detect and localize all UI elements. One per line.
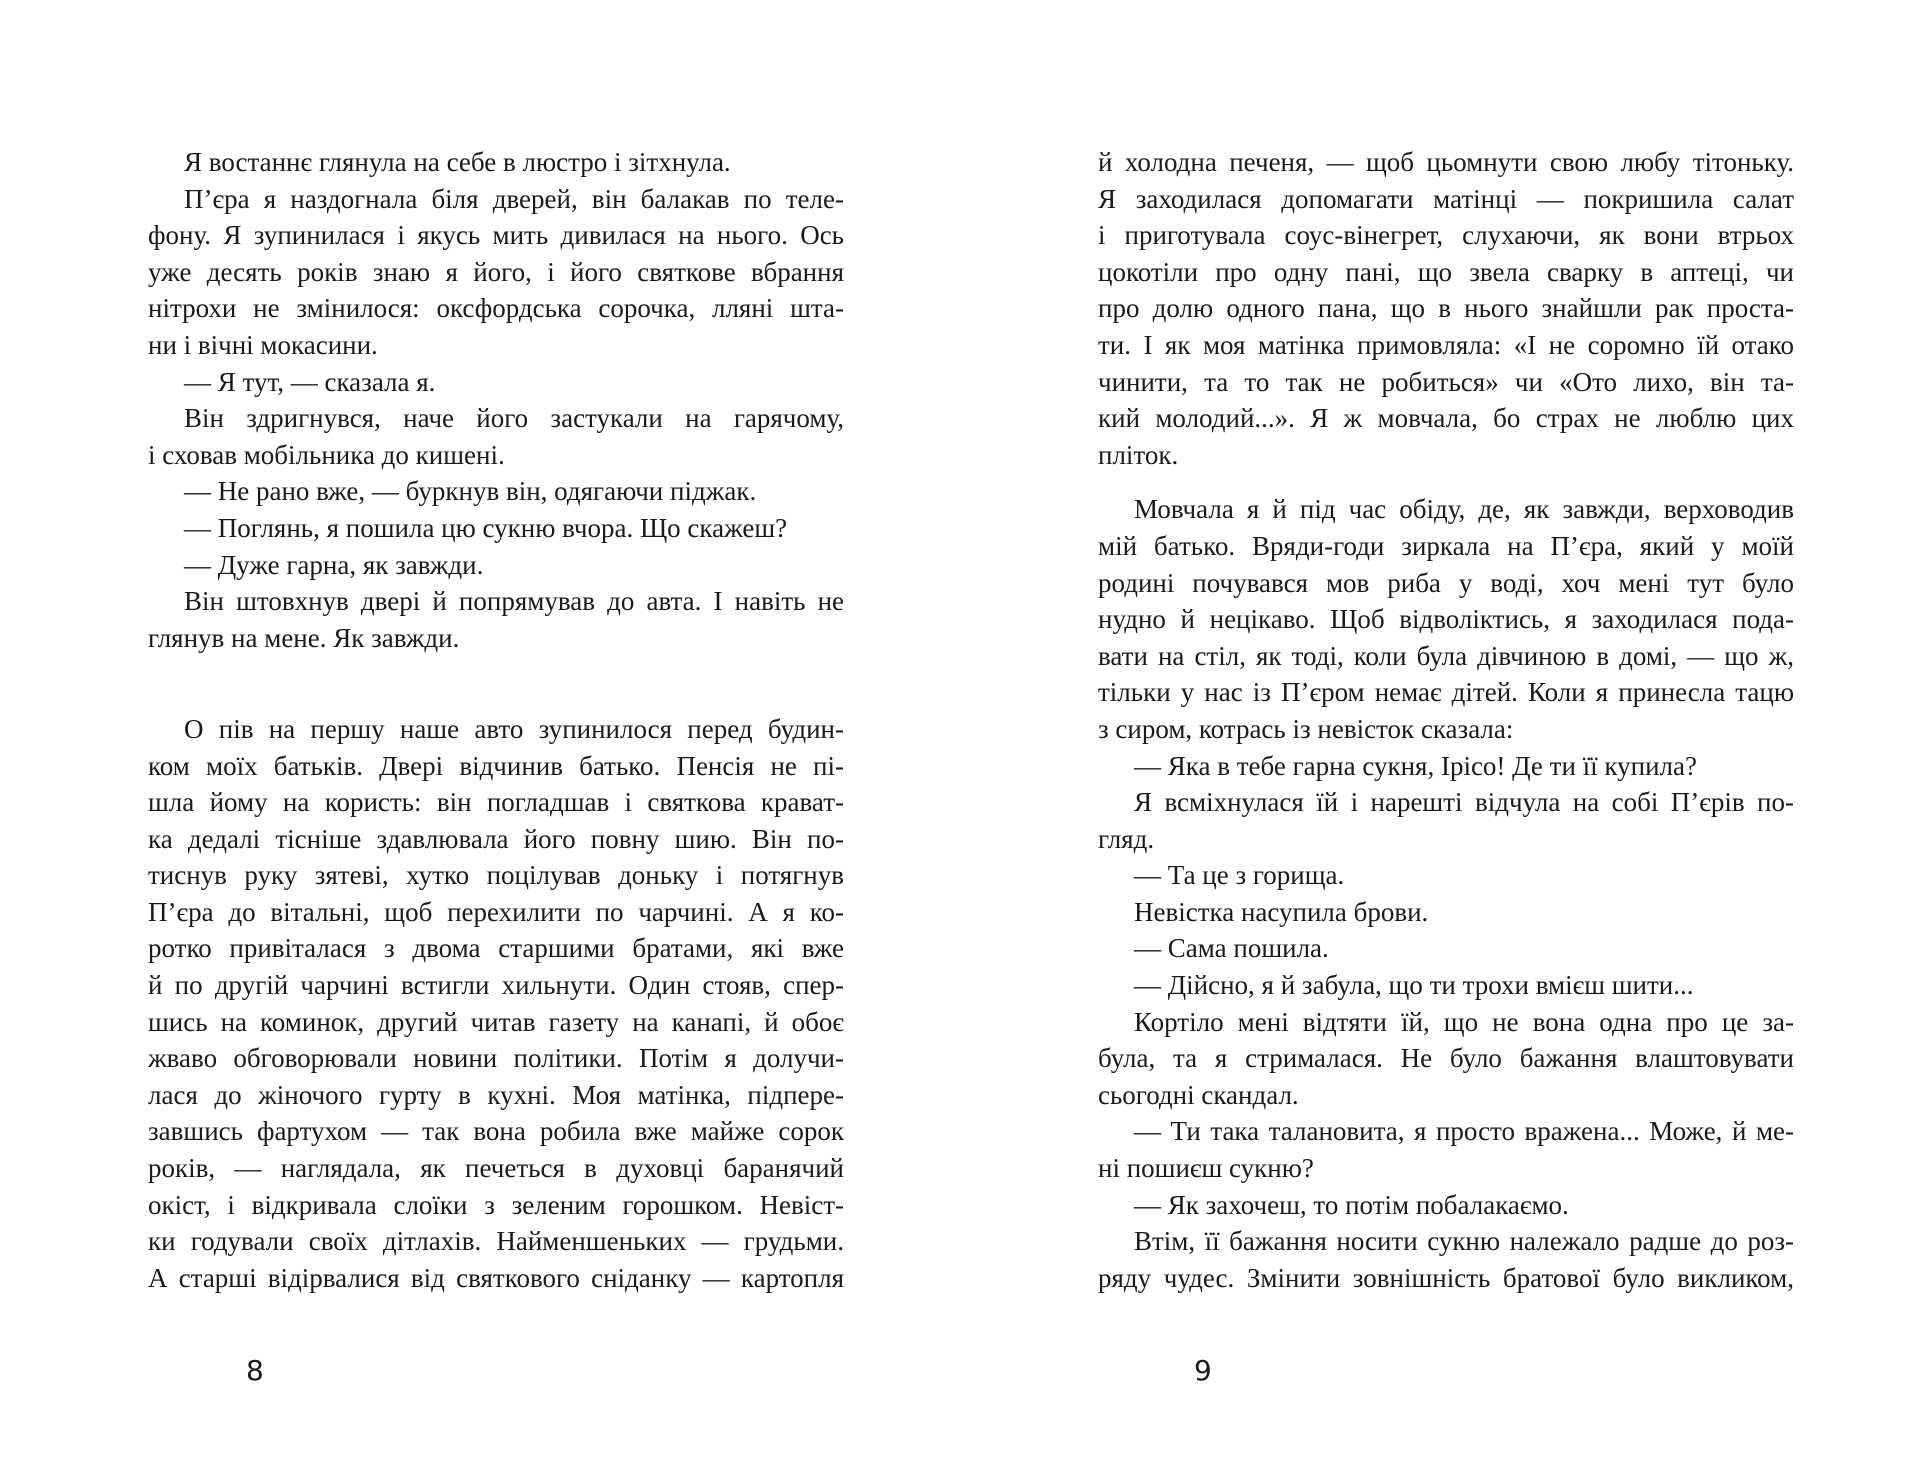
left-line-30: А старші відірвалися від святкового сніданку — картопля — [148, 1262, 844, 1293]
left-line-28: окіст, і відкривала слоїки з зеленим горошком. Невіст- — [148, 1189, 844, 1220]
right-line-26: сьогодні скандал. — [1098, 1079, 1299, 1110]
left-line-8: Він здригнувся, наче його застукали на гарячому, — [184, 403, 844, 434]
right-line-17: — Яка в тебе гарна сукня, Ірісо! Де ти її купила? — [1134, 750, 1697, 781]
left-line-20: П’єра до вітальні, щоб перехилити по чарчині. А я ко- — [148, 896, 844, 927]
right-line-8: кий молодий...». Я ж мовчала, бо страх не люблю цих — [1098, 403, 1794, 434]
left-line-17: шла йому на користь: він погладшав і святкова крават- — [148, 787, 844, 818]
right-line-29: — Як захочеш, то потім побалакаємо. — [1134, 1189, 1569, 1220]
right-line-2: Я заходилася допомагати матінці — покришила салат — [1098, 183, 1794, 214]
page-number-left: 8 — [246, 1354, 264, 1387]
right-line-25: була, та я стрималася. Не було бажання влаштовувати — [1098, 1043, 1794, 1074]
left-line-3: фону. Я зупинилася і якусь мить дивилася на нього. Ось — [148, 220, 844, 251]
left-page — [148, 144, 844, 1296]
left-line-14: глянув на мене. Як завжди. — [148, 622, 460, 653]
page-number-right: 9 — [1194, 1354, 1212, 1387]
section-break — [148, 656, 844, 693]
left-line-29: ки годували своїх дітлахів. Найменшеньких — грудьми. — [148, 1226, 844, 1257]
right-paragraph-gap — [1098, 473, 1794, 491]
right-line-11: мій батько. Вряди-годи зиркала на П’єра, який у моїй — [1098, 530, 1794, 561]
right-line-23: — Дійсно, я й забула, що ти трохи вмієш шити... — [1134, 970, 1694, 1001]
left-line-6: ни і вічні мокасини. — [148, 329, 378, 360]
right-line-24: Кортіло мені відтяти їй, що не вона одна про це за- — [1134, 1006, 1794, 1037]
left-line-27: років, — наглядала, як печеться в духовці баранячий — [148, 1153, 844, 1184]
right-line-22: — Сама пошила. — [1134, 933, 1329, 964]
right-line-28: ні пошиєш сукню? — [1098, 1153, 1314, 1184]
right-line-27: — Ти така талановита, я просто вражена... Може, й ме- — [1134, 1116, 1794, 1147]
right-line-15: тільки у нас із П’єром немає дітей. Коли я принесла тацю — [1098, 677, 1794, 708]
right-line-5: про долю одного пана, що в нього знайшли рак проста- — [1098, 293, 1794, 324]
left-line-23: шись на коминок, другий читав газету на канапі, й обоє — [148, 1006, 844, 1037]
right-line-19: гляд. — [1098, 823, 1155, 854]
left-line-9: і сховав мобільника до кишені. — [148, 439, 505, 470]
left-line-10: — Не рано вже, — буркнув він, одягаючи піджак. — [184, 476, 757, 507]
left-line-15: О пів на першу наше авто зупинилося перед будин- — [184, 713, 844, 744]
left-line-18: ка дедалі тісніше здавлювала його повну шию. Він по- — [148, 823, 844, 854]
right-line-3: і приготувала соус-вінегрет, слухаючи, як вони втрьох — [1098, 220, 1794, 251]
left-line-13: Він штовхнув двері й попрямував до авта. І навіть не — [184, 586, 844, 617]
left-line-25: лася до жіночого гурту в кухні. Моя матінка, підпере- — [148, 1079, 844, 1110]
right-line-10: Мовчала я й під час обіду, де, як завжди, верховодив — [1134, 494, 1794, 525]
section-gap — [148, 693, 844, 711]
right-line-13: нудно й нецікаво. Щоб відволіктись, я заходилася пода- — [1098, 604, 1794, 635]
right-page — [1098, 144, 1794, 1296]
left-line-2: П’єра я наздогнала біля дверей, він балакав по теле- — [184, 183, 844, 214]
right-line-12: родині почувався мов риба у воді, хоч мені тут було — [1098, 567, 1794, 598]
left-line-1: Я востаннє глянула на себе в люстро і зітхнула. — [184, 147, 731, 177]
left-line-7: — Я тут, — сказала я. — [184, 366, 436, 397]
left-line-5: нітрохи не змінилося: оксфордська сорочка, лляні шта- — [148, 293, 844, 324]
left-line-26: завшись фартухом — так вона робила вже майже сорок — [148, 1116, 844, 1147]
right-line-31: ряду чудес. Змінити зовнішність братової було викликом, — [1098, 1262, 1794, 1293]
right-line-16: з сиром, котрась із невісток сказала: — [1098, 713, 1514, 744]
right-line-6: ти. І як моя матінка примовляла: «І не соромно їй отако — [1098, 329, 1794, 360]
right-line-18: Я всміхнулася їй і нарешті відчула на собі П’єрів по- — [1134, 787, 1794, 818]
left-line-11: — Поглянь, я пошила цю сукню вчора. Що скажеш? — [184, 512, 788, 543]
right-line-20: — Та це з горища. — [1134, 860, 1345, 891]
left-line-22: й по другій чарчині встигли хильнути. Один стояв, спер- — [148, 970, 844, 1001]
left-line-4: уже десять років знаю я його, і його святкове вбрання — [148, 256, 844, 287]
left-line-24: жваво обговорювали новини політики. Потім я долучи- — [148, 1043, 844, 1074]
left-line-19: тиснув руку зятеві, хутко поцілував доньку і потягнув — [148, 860, 844, 891]
right-line-4: цокотіли про одну пані, що звела сварку в аптеці, чи — [1098, 256, 1794, 287]
right-line-30: Втім, її бажання носити сукню належало радше до роз- — [1134, 1226, 1794, 1257]
right-line-9: пліток. — [1098, 439, 1179, 470]
left-line-16: ком моїх батьків. Двері відчинив батько. Пенсія не пі- — [148, 750, 844, 781]
left-line-12: — Дуже гарна, як завжди. — [184, 549, 484, 580]
right-line-7: чинити, та то так не робиться» чи «Ото лихо, він та- — [1098, 366, 1794, 397]
right-line-21: Невістка насупила брови. — [1134, 896, 1429, 927]
right-line-1: й холодна печеня, — щоб цьомнути свою любу тітоньку. — [1098, 147, 1794, 177]
left-line-21: ротко привіталася з двома старшими братами, які вже — [148, 933, 844, 964]
right-line-14: вати на стіл, як тоді, коли була дівчиною в домі, — що ж, — [1098, 640, 1794, 671]
